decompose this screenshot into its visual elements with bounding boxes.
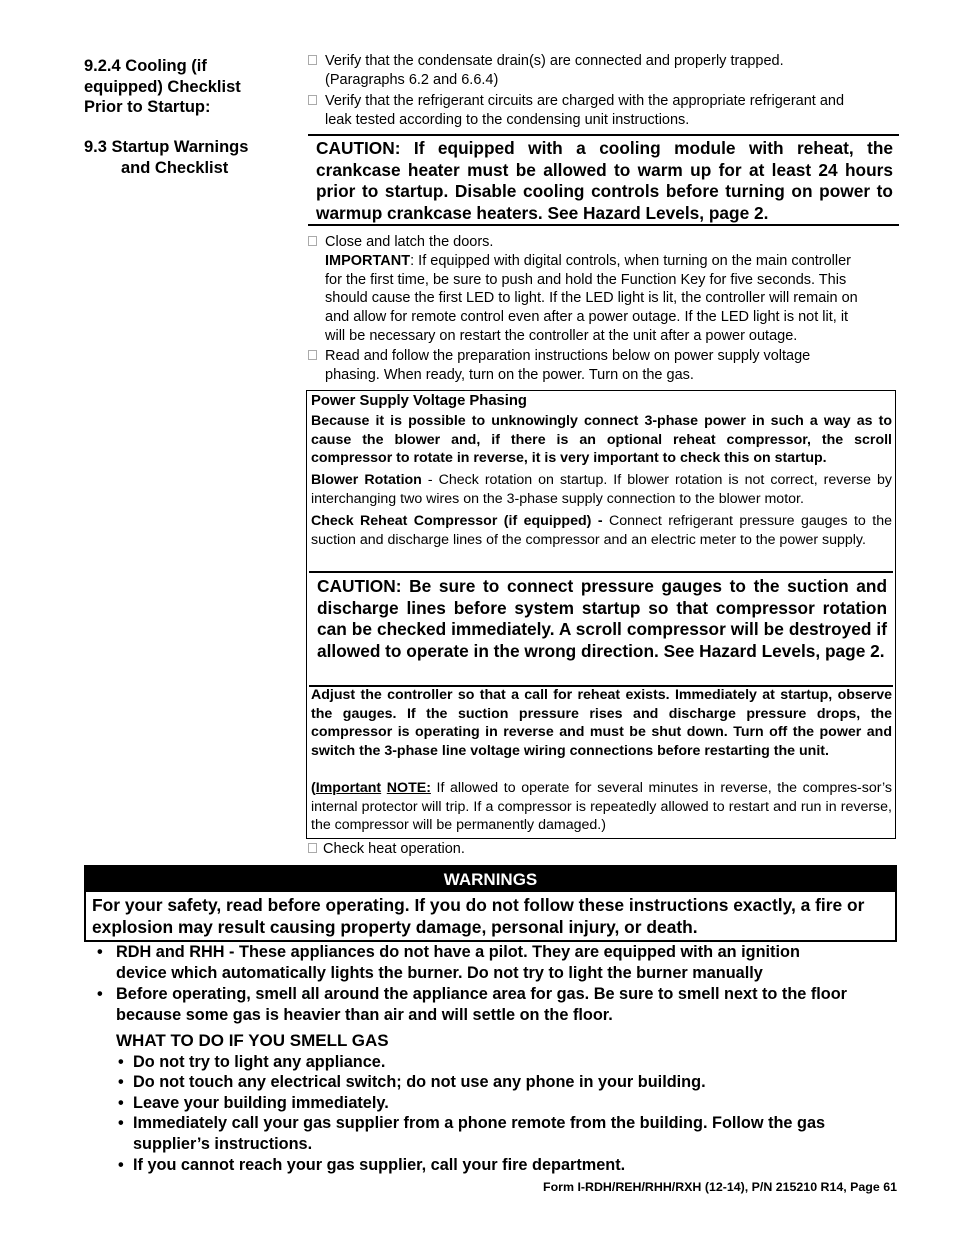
adjust-controller-text: Adjust the controller so that a call for reheat exists. Immediately at startup, observe the gauges. If the suction pressure rises and discharge pressure drops, the compressor is operating in reverse and must be shut down. Turn off the power and switch the 3-phase line voltage wiring connections before restarting the unit. [311, 687, 892, 759]
item-line: Read and follow the preparation instructions below on power supply voltage [325, 348, 811, 364]
bullet-icon: • [118, 1073, 124, 1091]
bullet-line: RDH and RHH - These appliances do not have a pilot. They are equipped with an ignition [116, 943, 800, 961]
warnings-box [84, 865, 897, 942]
heading-line: equipped) Checklist [84, 77, 241, 96]
warnings-header: WARNINGS [86, 867, 895, 892]
checkbox-icon[interactable] [308, 95, 317, 105]
page-footer: Form I-RDH/REH/RHH/RXH (12-14), P/N 215210 R14, Page 61 [543, 1180, 897, 1194]
heading-line: and Checklist [121, 158, 229, 177]
checkbox-icon[interactable] [308, 236, 317, 246]
checkbox-icon[interactable] [308, 55, 317, 65]
bullet-icon: • [118, 1094, 124, 1112]
bullet-line: device which automatically lights the burner. Do not try to light the burner manually [116, 963, 763, 982]
note-paren: ( [311, 780, 316, 796]
checkbox-icon[interactable] [308, 843, 317, 853]
item-line: for the first time, be sure to push and hold the Function Key for five seconds. This [325, 271, 847, 288]
item-line: and allow for remote control even after a power outage. If the LED light is not lit, it [325, 309, 849, 326]
important-label: IMPORTANT [325, 252, 411, 269]
startup-warnings-heading [84, 137, 248, 178]
caution-pressure-gauges: CAUTION: Be sure to connect pressure gauges to the suction and discharge lines before system startup so that compressor rotation can be checked immediately. A scroll compressor will be destroyed if allowed to operate in the wrong direction. See Hazard Levels, page 2. [309, 571, 893, 687]
power-supply-phasing-box [306, 390, 896, 839]
checklist-item-check-heat [308, 840, 900, 859]
item-line: should cause the first LED to light. If the LED light is lit, the controller will remain on [325, 290, 858, 307]
checklist-item-read-follow [308, 347, 900, 385]
bullet-icon: • [97, 985, 103, 1003]
bullet-line: because some gas is heavier than air and will settle on the floor. [116, 1005, 613, 1024]
bullet-line: supplier’s instructions. [133, 1134, 313, 1153]
bullet-line: If you cannot reach your gas supplier, call your fire department. [133, 1156, 626, 1174]
bullet-icon: • [118, 1156, 124, 1174]
checklist-item-condensate-drain [308, 52, 900, 90]
smell-gas-item [118, 1113, 826, 1154]
note-text: If allowed to operate for several minutes in reverse, the compres-sor’s internal protector will trip. If a compressor is repeatedly allowed to restart and run in reverse, the compressor will be permanently damaged.) [311, 780, 892, 834]
checklist-item-close-doors [308, 233, 900, 346]
reheat-compressor-label: Check Reheat Compressor (if equipped) - [311, 513, 603, 529]
heading-line: 9.2.4 Cooling (if [84, 57, 207, 75]
item-line: (Paragraphs 6.2 and 6.6.4) [325, 71, 499, 88]
important-note-reverse [311, 779, 892, 835]
reheat-compressor-text: Connect refrigerant pressure gauges to the suction and discharge lines of the compressor and an electric meter to the power supply. [311, 513, 892, 548]
bullet-line: Do not try to light any appliance. [133, 1053, 386, 1071]
heading-line: Prior to Startup: [84, 98, 211, 116]
item-line: Verify that the condensate drain(s) are connected and properly trapped. [325, 53, 784, 69]
blower-rotation-label: Blower Rotation [311, 472, 422, 488]
important-note [325, 252, 900, 271]
smell-gas-heading: WHAT TO DO IF YOU SMELL GAS [116, 1031, 389, 1050]
smell-gas-item [118, 1155, 626, 1176]
check-reheat-compressor [311, 512, 892, 549]
checkbox-icon[interactable] [308, 350, 317, 360]
bullet-icon: • [118, 1053, 124, 1071]
note-important-label: Important [315, 780, 382, 796]
important-text: : If equipped with digital controls, when turning on the main controller [410, 252, 852, 269]
phasing-intro: Because it is possible to unknowingly connect 3-phase power in such a way as to cause the blower and, if there is an optional reheat compressor, the scroll compressor to rotate in reverse, it is very important to check this on startup. [311, 413, 892, 467]
bullet-item-smell [97, 984, 848, 1026]
item-line: leak tested according to the condensing unit instructions. [325, 111, 690, 128]
checklist-item-refrigerant-circuits [308, 92, 900, 130]
heading-line: 9.3 Startup Warnings [84, 138, 249, 156]
item-line: Verify that the refrigerant circuits are charged with the appropriate refrigerant and [325, 93, 845, 109]
phasing-title: Power Supply Voltage Phasing [311, 393, 527, 409]
caution-crankcase-heater: CAUTION: If equipped with a cooling module with reheat, the crankcase heater must be allowed to warm up for at least 24 hours prior to startup. Disable cooling controls before turning on power to warmup crankcase heaters. See Hazard Levels, page 2. [308, 134, 899, 226]
bullet-icon: • [118, 1114, 124, 1132]
bullet-line: Do not touch any electrical switch; do not use any phone in your building. [133, 1073, 706, 1091]
bullet-line: Leave your building immediately. [133, 1094, 389, 1112]
item-line: phasing. When ready, turn on the power. Turn on the gas. [325, 366, 694, 383]
warnings-body: For your safety, read before operating. If you do not follow these instructions exactly, a fire or explosion may result causing property damage, personal injury, or death. [92, 895, 865, 937]
blower-rotation-text: - Check rotation on startup. If blower rotation is not correct, reverse by interchanging two wires on the 3-phase supply connection to the blower motor. [311, 472, 892, 507]
smell-gas-item [118, 1072, 706, 1093]
smell-gas-item [118, 1052, 386, 1073]
bullet-line: Immediately call your gas supplier from a phone remote from the building. Follow the gas [133, 1114, 826, 1132]
item-line: Close and latch the doors. [325, 234, 494, 250]
cooling-checklist-heading [84, 56, 241, 118]
bullet-line: Before operating, smell all around the appliance area for gas. Be sure to smell next to the floor [116, 985, 848, 1003]
smell-gas-item [118, 1093, 389, 1114]
blower-rotation [311, 471, 892, 508]
note-label: NOTE: [386, 780, 431, 796]
bullet-item-pilot [97, 942, 800, 984]
item-line: Check heat operation. [323, 841, 465, 857]
bullet-icon: • [97, 943, 103, 961]
item-line: will be necessary on restart the controller at the unit after a power outage. [325, 327, 798, 344]
